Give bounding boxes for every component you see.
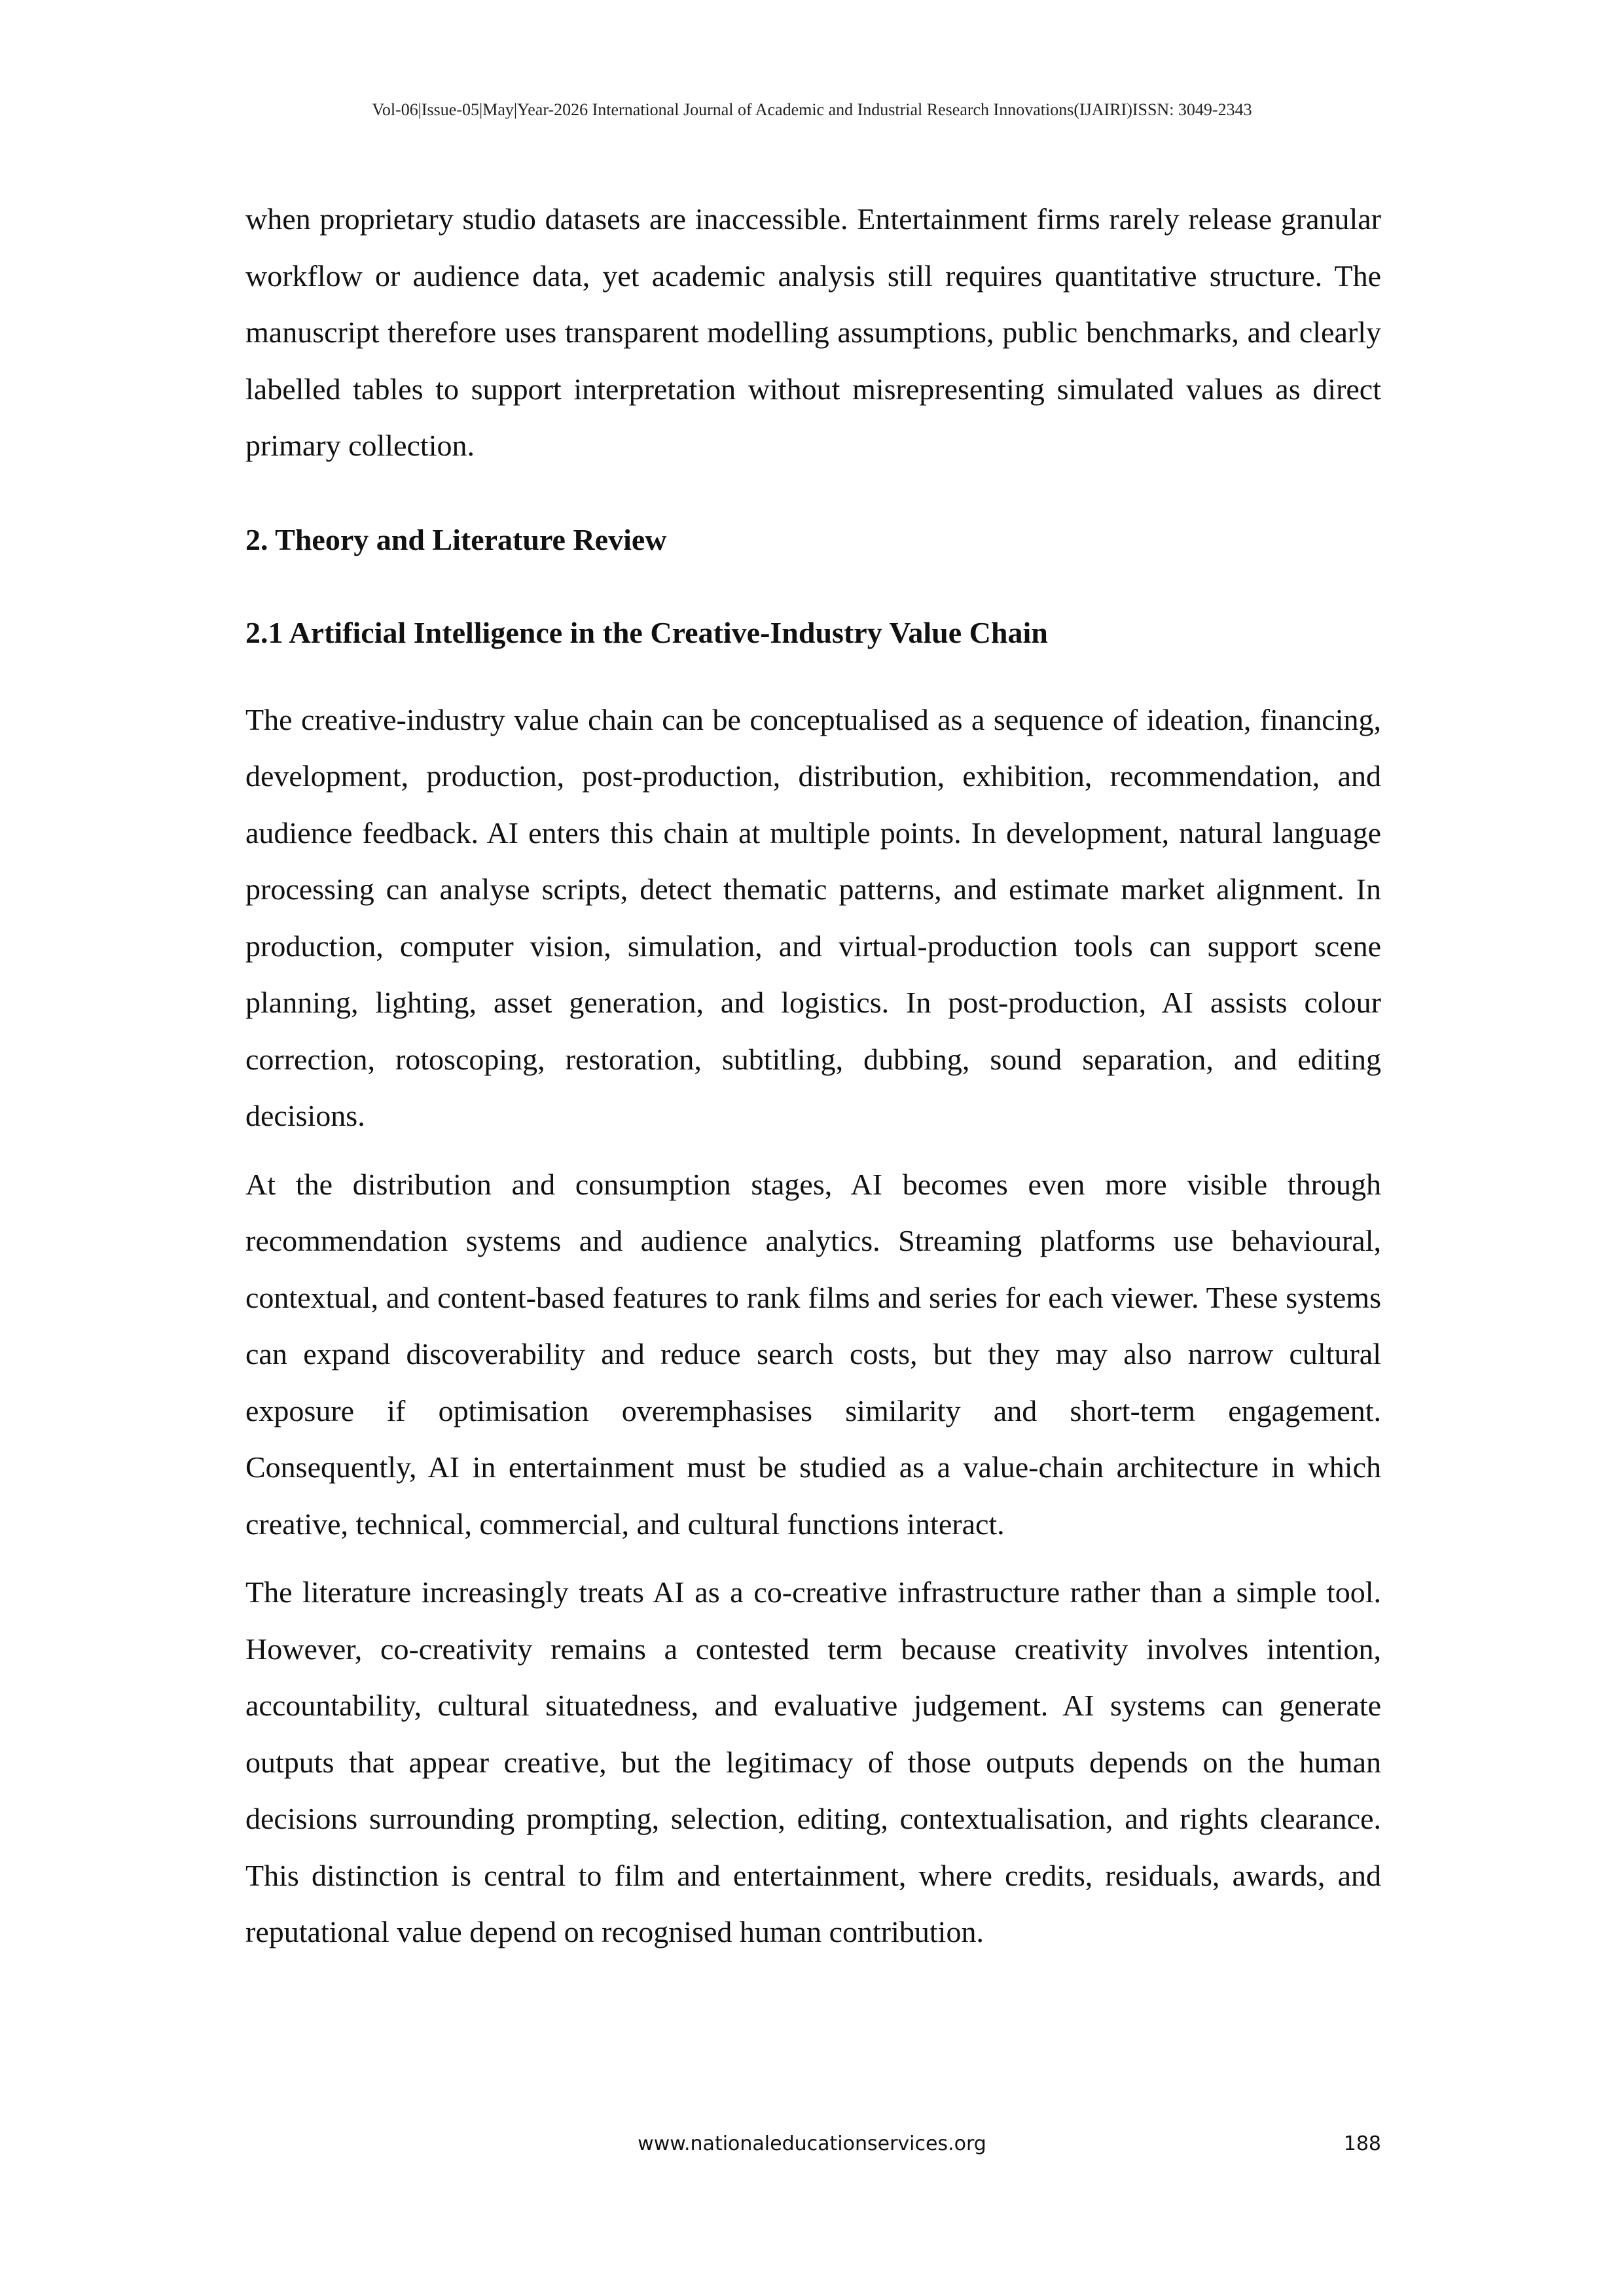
body-paragraph-3: The literature increasingly treats AI as a co-creative infrastructure rather than a simple tool. However, co-creativity remains a contested term because creativity involves intention, accountability, cultural situatedness, and evaluative judgement. AI systems can generate outputs that appear creative, but the legitimacy of those outputs depends on the human decisions surrounding prompting, selection, editing, contextualisation, and rights clearance. This distinction is central to film and entertainment, where credits, residuals, awards, and reputational value depend on recognised human contribution. (245, 1575, 1381, 1948)
body-paragraph-1: The creative-industry value chain can be conceptualised as a sequence of ideation, financing, development, production, post-production, distribution, exhibition, recommendation, and audience feedback. AI enters this chain at multiple points. In development, natural language processing can analyse scripts, detect thematic patterns, and estimate market alignment. In production, computer vision, simulation, and virtual-production tools can support scene planning, lighting, asset generation, and logistics. In post-production, AI assists colour correction, rotoscoping, restoration, subtitling, dubbing, sound separation, and editing decisions. (245, 702, 1381, 1132)
page-number: 188 (1343, 2132, 1381, 2155)
footer-website-link[interactable]: www.nationaleducationservices.org (638, 2132, 986, 2155)
body-paragraph-2: At the distribution and consumption stages, AI becomes even more visible through recommendation systems and audience analytics. Streaming platforms use behavioural, contextual, and content-based features to rank films and series for each viewer. These systems can expand discoverability and reduce search costs, but they may also narrow cultural exposure if optimisation overemphasises similarity and short-term engagement. Consequently, AI in entertainment must be studied as a value-chain architecture in which creative, technical, commercial, and cultural functions interact. (245, 1167, 1381, 1541)
page-body (245, 191, 1381, 1961)
subsection-heading: 2.1 Artificial Intelligence in the Creative-Industry Value Chain (245, 615, 1048, 649)
running-header: Vol-06|Issue-05|May|Year-2026 International Journal of Academic and Industrial Research Innovations(IJAIRI)ISSN: 3049-2343 (372, 100, 1252, 119)
intro-paragraph: when proprietary studio datasets are inaccessible. Entertainment firms rarely release granular workflow or audience data, yet academic analysis still requires quantitative structure. The manuscript therefore uses transparent modelling assumptions, public benchmarks, and clearly labelled tables to support interpretation without misrepresenting simulated values as direct primary collection. (245, 202, 1381, 462)
section-heading: 2. Theory and Literature Review (245, 522, 667, 556)
